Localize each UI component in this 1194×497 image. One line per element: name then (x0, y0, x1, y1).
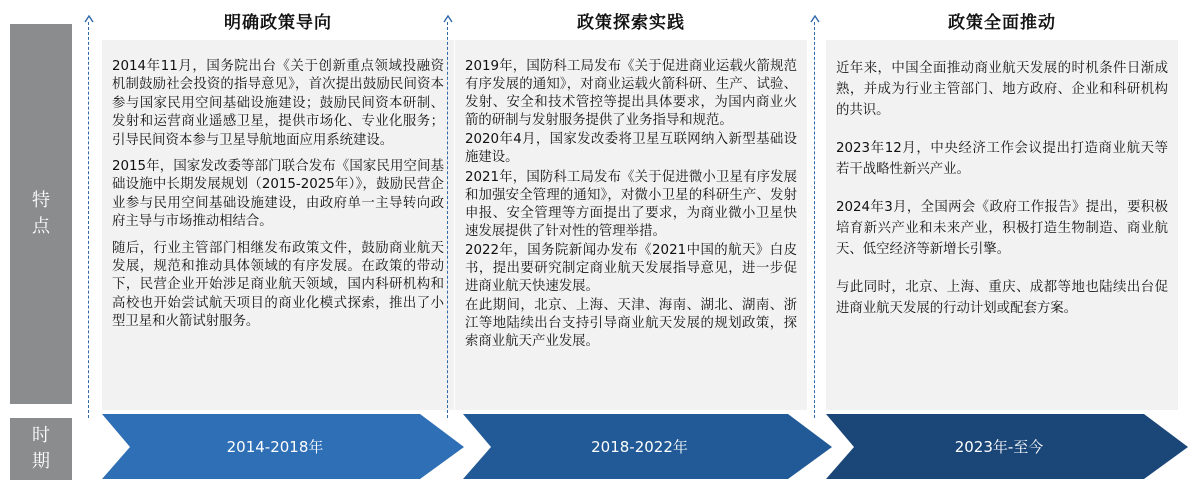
timeline-label-2: 2018-2022年 (591, 438, 688, 456)
timeline-label-1: 2014-2018年 (226, 438, 324, 456)
stage-1-paragraph-3: 随后，行业主管部门相继发布政策文件，鼓励商业航天发展，规范和推动具体领域的有序发展。在政策的带动下，民营企业开始涉足商业航天领域，国内科研机构和高校也开始尝试航天项目的商业化模式探索，推出了小型卫星和火箭试射服务。 (112, 240, 444, 330)
timeline-label-3: 2023年-至今 (954, 438, 1044, 456)
stage-title-3: 政策全面推动 (948, 13, 1056, 33)
stage-2-paragraph-2: 2020年4月，国家发改委将卫星互联网纳入新型基础设施建设。 (465, 132, 797, 166)
stage-2-paragraph-1: 2019年，国防科工局发布《关于促进商业运载火箭规范有序发展的通知》，对商业运载火箭科研、生产、试验、发射、安全和技术管控等提出具体要求，为国内商业火箭的研制与发射服务提供了业务指导和规范。 (465, 59, 797, 129)
stage-title-2: 政策探索实践 (577, 13, 685, 33)
stage-1-paragraph-2: 2015年，国家发改委等部门联合发布《国家民用空间基础设施中长期发展规划（2015-2025年）》，鼓励民营企业参与民用空间基础设施建设，由政府单一主导转向政府主导与市场推动相结合。 (112, 159, 444, 230)
stage-3-paragraph-2: 2023年12月，中央经济工作会议提出打造商业航天等若干战略性新兴产业。 (836, 141, 1168, 177)
stage-3-paragraph-3: 2024年3月，全国两会《政府工作报告》提出，要积极培育新兴产业和未来产业，积极打造生物制造、商业航天、低空经济等新增长引擎。 (836, 200, 1168, 257)
stage-title-1: 明确政策导向 (224, 13, 332, 33)
stage-1-paragraph-1: 2014年11月，国务院出台《关于创新重点领域投融资机制鼓励社会投资的指导意见》，首次提出鼓励民间资本参与国家民用空间基础设施建设；鼓励民间资本研制、发射和运营商业遥感卫星，提供市场化、专业化服务；引导民间资本参与卫星导航地面应用系统建设。 (112, 59, 444, 148)
stage-3-paragraph-4: 与此同时，北京、上海、重庆、成都等地也陆续出台促进商业航天发展的行动计划或配套方案。 (836, 280, 1168, 316)
period-label-text: 时期 (32, 425, 50, 472)
stage-3-paragraph-1: 近年来，中国全面推动商业航天发展的时机条件日渐成熟，并成为行业主管部门、地方政府、企业和科研机构的共识。 (836, 61, 1168, 118)
stage-2-paragraph-5: 在此期间，北京、上海、天津、海南、湖北、湖南、浙江等地陆续出台支持引导商业航天发展的规划政策，探索商业航天产业发展。 (465, 298, 797, 350)
stage-2-paragraph-4: 2022年，国务院新闻办发布《2021中国的航天》白皮书，提出要研究制定商业航天发展指导意见，进一步促进商业航天快速发展。 (465, 242, 797, 295)
stage-2-paragraph-3: 2021年，国防科工局发布《关于促进微小卫星有序发展和加强安全管理的通知》，对微小卫星的科研生产、发射申报、安全管理等方面提出了要求，为商业微小卫星快速发展提供了针对性的管理举措。 (465, 169, 797, 239)
features-label-text: 特点 (32, 190, 50, 237)
